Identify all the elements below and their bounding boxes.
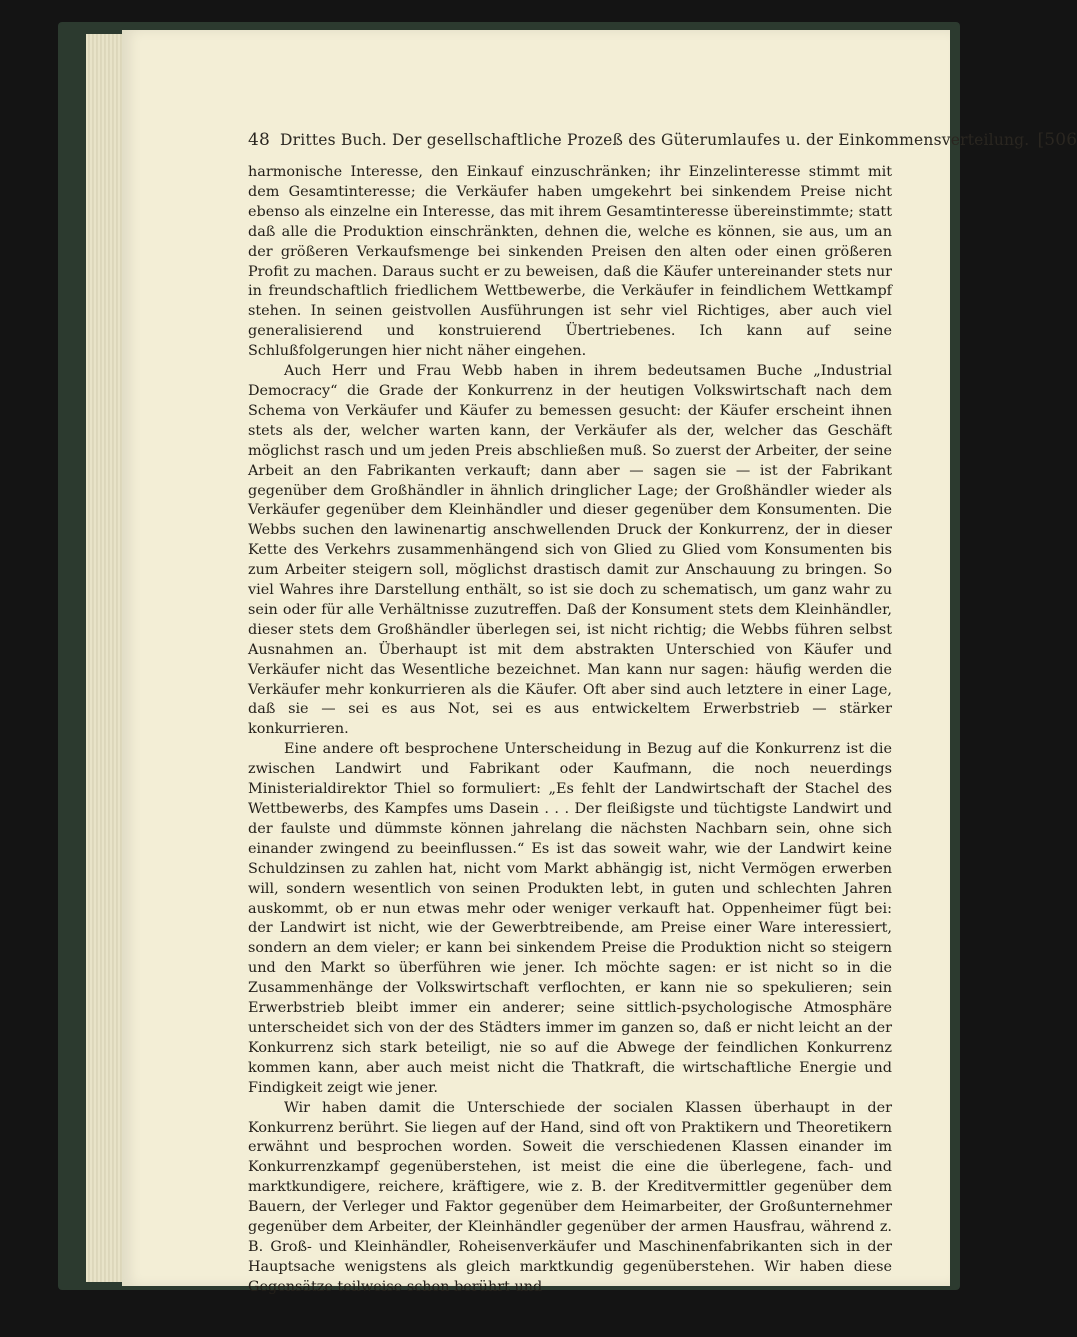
paragraph: Auch Herr und Frau Webb haben in ihrem bedeutsamen Buche „Industrial Democracy“ die Grade der Konkurrenz in der heutigen Volkswirtschaft nach dem Schema von Verkäufer und Käufer zu bemessen gesucht: der Käufer erscheint ihnen stets als der, welcher warten kann, der Verkäufer als der, welcher das Geschäft möglichst rasch und um jeden Preis abschließen muß. So zuerst der Arbeiter, der seine Arbeit an den Fabrikanten verkauft; dann aber — sagen sie — ist der Fabrikant gegenüber dem Großhändler in ähnlich dringlicher Lage; der Großhändler wieder als Verkäufer gegenüber dem Kleinhändler und dieser gegenüber dem Konsumenten. Die Webbs suchen den lawinenartig anschwellenden Druck der Konkurrenz, der in dieser Kette des Verkehrs zusammenhängend sich von Glied zu Glied vom Konsumenten bis zum Arbeiter steigern soll, möglichst drastisch damit zur Anschauung zu bringen. So viel Wahres ihre Darstellung enthält, so ist sie doch zu schematisch, um ganz wahr zu sein oder für alle Verhältnisse zuzutreffen. Daß der Konsument stets dem Kleinhändler, dieser stets dem Großhändler überlegen sei, ist nicht richtig; die Webbs führen selbst Ausnahmen an. Überhaupt ist mit dem abstrakten Unterschied von Käufer und Verkäufer nicht das Wesentliche bezeichnet. Man kann nur sagen: häufig werden die Verkäufer mehr konkurrieren als die Käufer. Oft aber sind auch letztere in einer Lage, daß sie — sei es aus Not, sei es aus entwickeltem Erwerbstrieb — stärker konkurrieren. xyxy=(248,363,892,738)
page-number: 48 xyxy=(248,130,271,150)
paragraph: Wir haben damit die Unterschiede der socialen Klassen überhaupt in der Konkurrenz berührt. Sie liegen auf der Hand, sind oft von Praktikern und Theoretikern erwähnt und besprochen worden. Soweit die verschiedenen Klassen einander im Konkurrenzkampf gegenüberstehen, ist meist die eine die überlegene, fach- und marktkundigere, reichere, kräftigere, wie z. B. der Kreditvermittler gegenüber dem Bauern, der Verleger und Faktor gegenüber dem Heimarbeiter, der Großunternehmer gegenüber dem Arbeiter, der Kleinhändler gegenüber der armen Hausfrau, während z. B. Groß- und Kleinhändler, Roheisenverkäufer und Maschinenfabrikanten sich in der Hauptsache wenigstens als gleich marktkundig gegenüberstehen. Wir haben diese Gegensätze teilweise schon berührt und xyxy=(248,1099,892,1295)
paragraph: harmonische Interesse, den Einkauf einzuschränken; ihr Einzelinteresse stimmt mit dem Gesamtinteresse; die Verkäufer haben umgekehrt bei sinkendem Preise nicht ebenso als einzelne ein Interesse, das mit ihrem Gesamtinteresse übereinstimmte; statt daß alle die Produktion einschränkten, dehnen die, welche es können, sie aus, um an der größeren Verkaufsmenge bei sinkenden Preisen den alten oder einen größeren Profit zu machen. Daraus sucht er zu beweisen, daß die Käufer untereinander stets nur in freundschaftlich friedlichem Wettbewerbe, die Verkäufer in feindlichem Wettkampf stehen. In seinen geistvollen Ausführungen ist sehr viel Richtiges, aber auch viel generalisierend und konstruierend Übertriebenes. Ich kann auf seine Schlußfolgerungen hier nicht näher eingehen. xyxy=(248,164,892,360)
running-title: Drittes Buch. Der gesellschaftliche Prozeß des Güterumlaufes u. der Einkommensverteilung. xyxy=(280,131,1030,149)
running-header xyxy=(248,130,1077,150)
paragraph: Eine andere oft besprochene Unterscheidung in Bezug auf die Konkurrenz ist die zwischen Landwirt und Fabrikant oder Kaufmann, die noch neuerdings Ministerialdirektor Thiel so formuliert: „Es fehlt der Landwirtschaft der Stachel des Wettbewerbs, des Kampfes ums Dasein . . . Der fleißigste und tüchtigste Landwirt und der faulste und dümmste können jahrelang die nächsten Nachbarn sein, ohne sich einander zwingend zu beeinflussen.“ Es ist das soweit wahr, wie der Landwirt keine Schuldzinsen zu zahlen hat, nicht vom Markt abhängig ist, nicht Vermögen erwerben will, sondern wesentlich von seinen Produkten lebt, in guten und schlechten Jahren auskommt, ob er nun etwas mehr oder weniger verkauft hat. Oppenheimer fügt bei: der Landwirt ist nicht, wie der Gewerbtreibende, am Preise einer Ware interessiert, sondern an dem vieler; er kann bei sinkendem Preise die Produktion nicht so steigern und den Markt so überführen wie jener. Ich möchte sagen: er ist nicht so in die Zusammenhänge der Volkswirtschaft verflochten, er kann nie so spekulieren; sein Erwerbstrieb bleibt immer ein anderer; seine sittlich-psychologische Atmosphäre unterscheidet sich von der des Städters immer im ganzen so, daß er nicht leicht an der Konkurrenz sich stark beteiligt, nie so auf die Abwege der feindlichen Konkurrenz kommen kann, aber auch meist nicht die Thatkraft, die wirtschaftliche Energie und Findigkeit zeigt wie jener. xyxy=(248,741,892,1096)
page-body xyxy=(248,163,892,1298)
bracket-page-ref: [506 xyxy=(1037,130,1077,150)
